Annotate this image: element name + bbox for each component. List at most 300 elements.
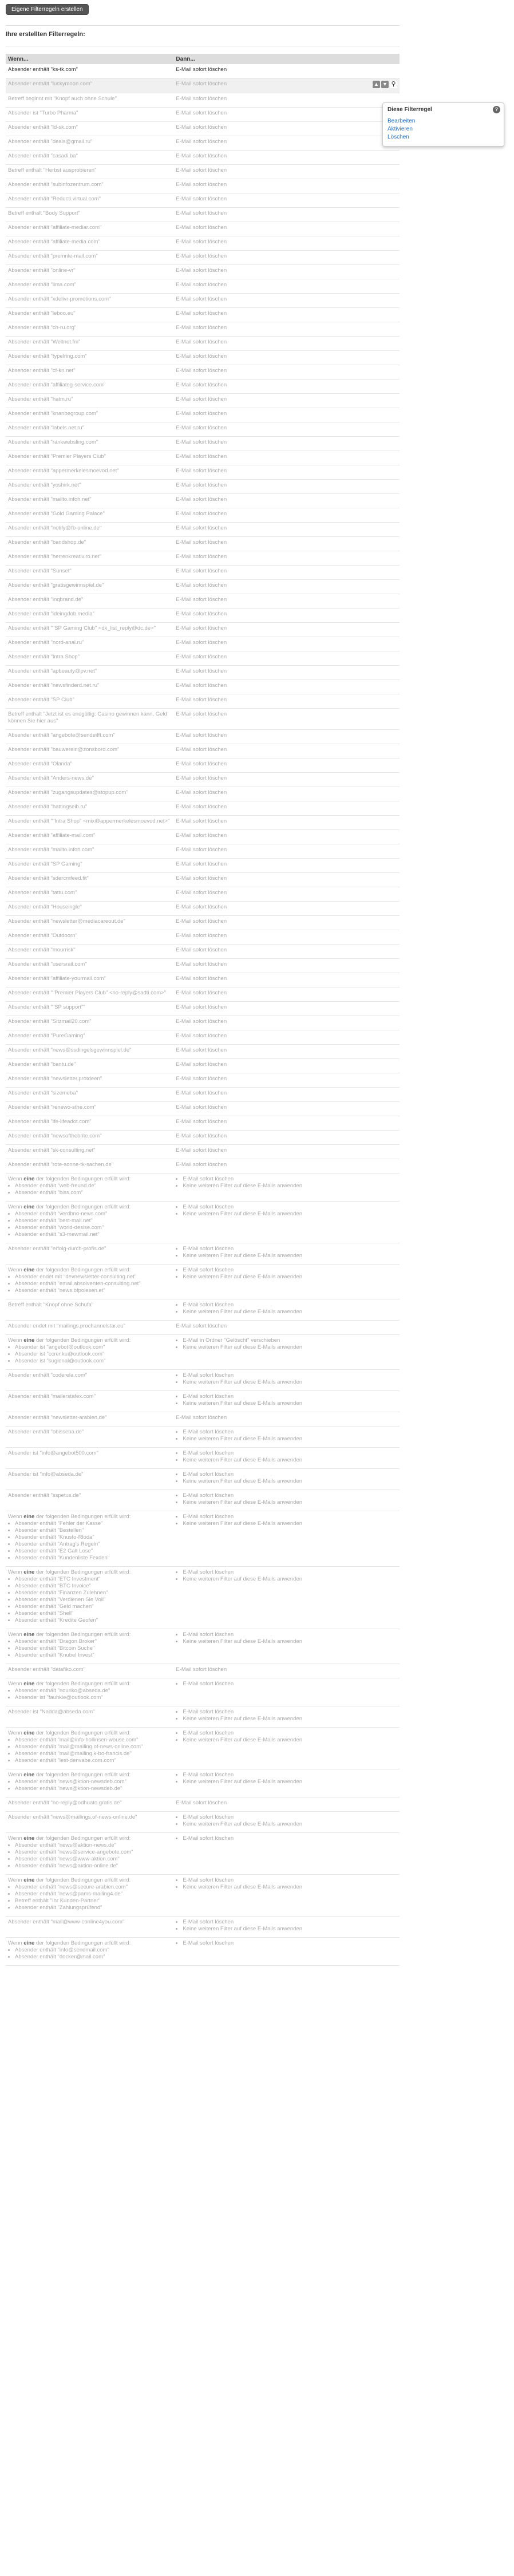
rule-condition-cell bbox=[6, 1706, 173, 1728]
action-text: E-Mail sofort löschen bbox=[176, 818, 227, 824]
action-item: • E-Mail in Ordner "Gelöscht" verschieben bbox=[183, 1337, 397, 1344]
action-item: • E-Mail sofort löschen bbox=[183, 1631, 397, 1638]
action-text: E-Mail sofort löschen bbox=[176, 697, 227, 703]
action-text: E-Mail sofort löschen bbox=[176, 124, 227, 131]
table-row[interactable] bbox=[6, 1335, 400, 1370]
condition-text: Absender enthält "apbeauty@pv.net" bbox=[8, 668, 97, 674]
rule-condition-cell bbox=[6, 351, 173, 365]
condition-item: • Absender enthält "Geld machen" bbox=[15, 1603, 171, 1610]
multi-condition-intro: Wenn eine der folgenden Bedingungen erfüllt wird: bbox=[8, 1337, 131, 1344]
table-row[interactable] bbox=[6, 758, 400, 773]
table-row[interactable] bbox=[6, 108, 400, 122]
table-row[interactable] bbox=[6, 902, 400, 916]
rule-action-cell bbox=[173, 1159, 400, 1174]
condition-text: Absender enthält ""Premier Players Club" <no-reply@sadti.com>" bbox=[8, 990, 167, 996]
rule-condition-cell bbox=[6, 1016, 173, 1030]
rule-condition-cell bbox=[6, 1045, 173, 1059]
rule-action-cell bbox=[173, 1045, 400, 1059]
table-row[interactable] bbox=[6, 801, 400, 816]
rule-action-cell bbox=[173, 1490, 400, 1511]
condition-text: Absender enthält "datafiko.com" bbox=[8, 1666, 86, 1673]
action-item: • E-Mail sofort löschen bbox=[183, 1514, 397, 1520]
rule-action-cell bbox=[173, 351, 400, 365]
rule-condition-cell bbox=[6, 1088, 173, 1102]
rule-condition-cell bbox=[6, 694, 173, 709]
rule-action-cell bbox=[173, 1174, 400, 1202]
rule-action-cell bbox=[173, 508, 400, 523]
action-item: • Keine weiteren Filter auf diese E-Mails anwenden bbox=[183, 1211, 397, 1218]
rule-action-cell bbox=[173, 916, 400, 930]
rule-action-cell bbox=[173, 801, 400, 816]
condition-text: Absender enthält "newsfinderd.net.ru" bbox=[8, 682, 100, 689]
table-row[interactable] bbox=[6, 1370, 400, 1391]
condition-item: • Absender enthält "news@ktion-newsdeb.de" bbox=[15, 1785, 171, 1792]
rule-condition-cell bbox=[6, 437, 173, 451]
table-row[interactable] bbox=[6, 945, 400, 959]
rule-condition-cell bbox=[6, 179, 173, 193]
action-item: • Keine weiteren Filter auf diese E-Mails anwenden bbox=[183, 1520, 397, 1527]
rule-condition-cell bbox=[6, 165, 173, 179]
rule-condition-cell bbox=[6, 1511, 173, 1567]
rule-condition-cell bbox=[6, 787, 173, 801]
rule-action-cell bbox=[173, 1299, 400, 1321]
table-row[interactable] bbox=[6, 480, 400, 494]
table-row[interactable] bbox=[6, 523, 400, 537]
table-row[interactable] bbox=[6, 580, 400, 594]
action-text: E-Mail sofort löschen bbox=[176, 253, 227, 259]
action-text: E-Mail sofort löschen bbox=[176, 110, 227, 116]
action-text: E-Mail sofort löschen bbox=[176, 975, 227, 982]
condition-text: Absender enthält "erfolg-durch-profis.de" bbox=[8, 1246, 106, 1252]
table-row[interactable] bbox=[6, 916, 400, 930]
help-icon[interactable]: ? bbox=[493, 106, 500, 113]
action-text: E-Mail sofort löschen bbox=[176, 890, 227, 896]
action-text: E-Mail sofort löschen bbox=[176, 568, 227, 574]
action-text: E-Mail sofort löschen bbox=[176, 1104, 227, 1111]
table-row[interactable] bbox=[6, 680, 400, 694]
table-row[interactable] bbox=[6, 508, 400, 523]
table-row[interactable] bbox=[6, 1243, 400, 1265]
table-row[interactable] bbox=[6, 887, 400, 902]
table-row[interactable] bbox=[6, 322, 400, 337]
table-row[interactable] bbox=[6, 666, 400, 680]
condition-text: Absender enthält "mail@www-conline4you.com" bbox=[8, 1919, 125, 1925]
rule-action-cell bbox=[173, 637, 400, 651]
table-row[interactable] bbox=[6, 623, 400, 637]
rule-condition-cell bbox=[6, 422, 173, 437]
table-row[interactable] bbox=[6, 1629, 400, 1664]
table-row[interactable] bbox=[6, 465, 400, 480]
action-item: • Keine weiteren Filter auf diese E-Mails anwenden bbox=[183, 1344, 397, 1351]
rule-condition-cell bbox=[6, 480, 173, 494]
multi-condition-intro: Wenn eine der folgenden Bedingungen erfüllt wird: bbox=[8, 1877, 131, 1883]
table-row[interactable] bbox=[6, 816, 400, 830]
table-row[interactable] bbox=[6, 1678, 400, 1706]
action-item: • E-Mail sofort löschen bbox=[183, 1681, 397, 1688]
rule-action-cell bbox=[173, 1812, 400, 1833]
action-item: • Keine weiteren Filter auf diese E-Mails anwenden bbox=[183, 1737, 397, 1744]
table-row[interactable] bbox=[6, 1265, 400, 1299]
table-row[interactable] bbox=[6, 1159, 400, 1174]
table-row[interactable] bbox=[6, 1002, 400, 1016]
table-row[interactable] bbox=[6, 637, 400, 651]
action-text: E-Mail sofort löschen bbox=[176, 1800, 227, 1806]
action-item: • E-Mail sofort löschen bbox=[183, 1492, 397, 1499]
rule-condition-cell bbox=[6, 651, 173, 666]
action-text: E-Mail sofort löschen bbox=[176, 1090, 227, 1096]
action-text: E-Mail sofort löschen bbox=[176, 511, 227, 517]
rule-condition-cell bbox=[6, 1335, 173, 1370]
action-text: E-Mail sofort löschen bbox=[176, 353, 227, 359]
table-row[interactable] bbox=[6, 859, 400, 873]
table-row[interactable] bbox=[6, 1016, 400, 1030]
table-row[interactable] bbox=[6, 1833, 400, 1875]
table-row[interactable] bbox=[6, 1490, 400, 1511]
rule-condition-cell bbox=[6, 680, 173, 694]
rule-condition-cell bbox=[6, 365, 173, 380]
table-row[interactable] bbox=[6, 566, 400, 580]
condition-text: Absender enthält "newsletter-arabien.de" bbox=[8, 1415, 107, 1421]
condition-text: Absender enthält "affiliate-media.com" bbox=[8, 239, 100, 245]
rule-condition-cell bbox=[6, 537, 173, 551]
action-text: E-Mail sofort löschen bbox=[176, 425, 227, 431]
condition-text: Absender enthält "mailto.infoh.net" bbox=[8, 496, 92, 503]
condition-text: Absender ist "Nadda@abseda.com" bbox=[8, 1709, 95, 1715]
table-row[interactable] bbox=[6, 594, 400, 609]
action-text: E-Mail sofort löschen bbox=[176, 468, 227, 474]
table-row[interactable] bbox=[6, 380, 400, 394]
action-text: E-Mail sofort löschen bbox=[176, 167, 227, 173]
table-row[interactable] bbox=[6, 308, 400, 322]
rule-action-cell bbox=[173, 680, 400, 694]
action-text: E-Mail sofort löschen bbox=[176, 368, 227, 374]
action-item: • Keine weiteren Filter auf diese E-Mails anwenden bbox=[183, 1400, 397, 1407]
rule-condition-cell bbox=[6, 508, 173, 523]
table-row[interactable] bbox=[6, 1102, 400, 1116]
rule-action-cell bbox=[173, 1938, 400, 1966]
action-item: • E-Mail sofort löschen bbox=[183, 1772, 397, 1779]
rule-action-cell bbox=[173, 108, 400, 122]
condition-item: • Absender enthält "news@ktion-newsdeb.com" bbox=[15, 1779, 171, 1785]
action-item: • Keine weiteren Filter auf diese E-Mails anwenden bbox=[183, 1884, 397, 1891]
action-text: E-Mail sofort löschen bbox=[176, 181, 227, 188]
table-row[interactable] bbox=[6, 537, 400, 551]
condition-text: Absender enthält "SP Club" bbox=[8, 697, 74, 703]
rule-action-cell bbox=[173, 422, 400, 437]
delete-rule-link[interactable]: Löschen bbox=[388, 134, 409, 140]
rule-condition-cell bbox=[6, 873, 173, 887]
action-text: E-Mail sofort löschen bbox=[176, 611, 227, 617]
condition-text: Betreff enthält "Herbst ausprobieren" bbox=[8, 167, 97, 173]
down-arrow-icon[interactable]: ▼ bbox=[381, 81, 389, 88]
action-item: • E-Mail sofort löschen bbox=[183, 1709, 397, 1716]
rule-condition-cell bbox=[6, 1490, 173, 1511]
table-row[interactable] bbox=[6, 408, 400, 422]
table-row[interactable] bbox=[6, 1045, 400, 1059]
rule-action-cell bbox=[173, 465, 400, 480]
table-row[interactable] bbox=[6, 1797, 400, 1812]
rule-action-cell bbox=[173, 651, 400, 666]
table-row[interactable] bbox=[6, 294, 400, 308]
table-row[interactable] bbox=[6, 1769, 400, 1797]
table-row[interactable] bbox=[6, 1567, 400, 1629]
table-row[interactable] bbox=[6, 551, 400, 566]
table-row[interactable] bbox=[6, 1299, 400, 1321]
table-row[interactable] bbox=[6, 93, 400, 108]
rule-action-cell bbox=[173, 365, 400, 380]
action-text: E-Mail sofort löschen bbox=[176, 539, 227, 546]
action-item: • E-Mail sofort löschen bbox=[183, 1393, 397, 1400]
table-row[interactable] bbox=[6, 222, 400, 236]
condition-text: Absender enthält "SP Gaming" bbox=[8, 861, 82, 867]
table-row[interactable] bbox=[6, 1875, 400, 1917]
table-row[interactable] bbox=[6, 1202, 400, 1243]
action-item: • E-Mail sofort löschen bbox=[183, 1429, 397, 1436]
condition-item: • Absender enthält "Dragon Broker" bbox=[15, 1638, 171, 1645]
condition-item: • Absender enthält "Antrag's Regeln" bbox=[15, 1541, 171, 1548]
rule-condition-cell bbox=[6, 1812, 173, 1833]
table-row[interactable] bbox=[6, 265, 400, 279]
up-arrow-icon[interactable]: ▲ bbox=[373, 81, 380, 88]
page-title: Ihre erstellten Filterregeln: bbox=[6, 31, 85, 38]
rule-condition-cell bbox=[6, 1769, 173, 1797]
table-row[interactable] bbox=[6, 1511, 400, 1567]
rule-condition-cell bbox=[6, 1131, 173, 1145]
rule-action-cell bbox=[173, 758, 400, 773]
table-row[interactable] bbox=[6, 193, 400, 208]
condition-text: Absender enthält "newsletter@mediacareout.de" bbox=[8, 918, 125, 924]
rule-condition-cell bbox=[6, 64, 173, 78]
table-row[interactable] bbox=[6, 1116, 400, 1131]
table-row[interactable] bbox=[6, 365, 400, 380]
condition-text: Absender enthält "bauwerein@zonsbord.com" bbox=[8, 746, 120, 753]
table-row[interactable] bbox=[6, 694, 400, 709]
table-row[interactable] bbox=[6, 394, 400, 408]
action-text: E-Mail sofort löschen bbox=[176, 804, 227, 810]
table-row[interactable] bbox=[6, 730, 400, 744]
condition-text: Absender enthält "newsletter.protdeen" bbox=[8, 1076, 102, 1082]
rule-action-cell bbox=[173, 1116, 400, 1131]
condition-text: Absender enthält "Anders-news.de" bbox=[8, 775, 94, 781]
table-row[interactable] bbox=[6, 236, 400, 251]
activate-rule-link[interactable]: Aktivieren bbox=[388, 126, 413, 132]
create-filter-button[interactable]: Eigene Filterregeln erstellen bbox=[6, 4, 89, 15]
table-row[interactable] bbox=[6, 787, 400, 801]
rule-action-cell bbox=[173, 1917, 400, 1938]
action-text: E-Mail sofort löschen bbox=[176, 396, 227, 402]
table-row[interactable] bbox=[6, 1664, 400, 1678]
rule-action-cell bbox=[173, 394, 400, 408]
condition-item: • Absender enthält "news@pams-mailing4.de" bbox=[15, 1891, 171, 1898]
action-text: E-Mail sofort löschen bbox=[176, 582, 227, 588]
rule-condition-cell bbox=[6, 830, 173, 844]
rule-action-cell bbox=[173, 1678, 400, 1706]
table-row[interactable] bbox=[6, 1391, 400, 1412]
table-row[interactable] bbox=[6, 1412, 400, 1427]
table-row[interactable] bbox=[6, 1728, 400, 1769]
action-text: E-Mail sofort löschen bbox=[176, 596, 227, 603]
condition-text: Absender enthält "Gold Gaming Palace" bbox=[8, 511, 105, 517]
action-item: • E-Mail sofort löschen bbox=[183, 1730, 397, 1737]
condition-text: Absender enthält "yoshirk.net" bbox=[8, 482, 81, 488]
table-row[interactable] bbox=[6, 1059, 400, 1073]
condition-text: Absender enthält "lfe-lifeadot.com" bbox=[8, 1119, 92, 1125]
rule-condition-cell bbox=[6, 451, 173, 465]
table-row[interactable] bbox=[6, 494, 400, 508]
condition-item: • Absender enthält "Kundenliste Fexden" bbox=[15, 1555, 171, 1562]
condition-item: • Absender enthält "mail@info-hollinsen-wouse.com" bbox=[15, 1737, 171, 1744]
rule-condition-cell bbox=[6, 594, 173, 609]
table-row[interactable] bbox=[6, 1088, 400, 1102]
condition-text: Absender enthält "xdelivr-promotions.com" bbox=[8, 296, 111, 302]
table-row[interactable] bbox=[6, 1812, 400, 1833]
rule-condition-cell bbox=[6, 1664, 173, 1678]
action-item: • Keine weiteren Filter auf diese E-Mails anwenden bbox=[183, 1274, 397, 1281]
table-row[interactable] bbox=[6, 165, 400, 179]
table-row[interactable] bbox=[6, 1174, 400, 1202]
table-row[interactable] bbox=[6, 1469, 400, 1490]
table-row[interactable] bbox=[6, 1145, 400, 1159]
rule-condition-cell bbox=[6, 930, 173, 945]
rule-action-cell bbox=[173, 1016, 400, 1030]
condition-text: Absender enthält "Sunset" bbox=[8, 568, 72, 574]
table-row[interactable] bbox=[6, 773, 400, 787]
rule-condition-cell bbox=[6, 494, 173, 508]
action-item: • E-Mail sofort löschen bbox=[183, 1302, 397, 1309]
table-row[interactable] bbox=[6, 1131, 400, 1145]
table-row[interactable] bbox=[6, 1073, 400, 1088]
condition-item: • Absender enthält "biss.com" bbox=[15, 1190, 171, 1196]
condition-item: • Absender enthält "news@aktion-online.de" bbox=[15, 1863, 171, 1870]
rule-action-cell bbox=[173, 193, 400, 208]
table-row[interactable] bbox=[6, 437, 400, 451]
action-item: • Keine weiteren Filter auf diese E-Mails anwenden bbox=[183, 1457, 397, 1464]
table-row[interactable] bbox=[6, 651, 400, 666]
table-row[interactable] bbox=[6, 151, 400, 165]
table-row[interactable] bbox=[6, 987, 400, 1002]
table-row[interactable] bbox=[6, 930, 400, 945]
rule-action-cell bbox=[173, 887, 400, 902]
filter-rules-table bbox=[6, 54, 400, 1966]
table-row[interactable] bbox=[6, 78, 400, 93]
table-row[interactable] bbox=[6, 609, 400, 623]
action-text: E-Mail sofort löschen bbox=[176, 1061, 227, 1068]
table-row[interactable] bbox=[6, 873, 400, 887]
condition-text: Absender enthält "knanbegroup.com" bbox=[8, 410, 98, 417]
table-row[interactable] bbox=[6, 251, 400, 265]
magnifier-icon[interactable]: ⚲ bbox=[390, 81, 397, 88]
table-row[interactable] bbox=[6, 64, 400, 78]
table-row[interactable] bbox=[6, 1448, 400, 1469]
rule-action-cell bbox=[173, 1706, 400, 1728]
table-row[interactable] bbox=[6, 208, 400, 222]
table-row[interactable] bbox=[6, 1706, 400, 1728]
action-item: • Keine weiteren Filter auf diese E-Mails anwenden bbox=[183, 1478, 397, 1485]
table-row[interactable] bbox=[6, 337, 400, 351]
condition-text: Absender enthält "angebote@sendeifft.com" bbox=[8, 732, 115, 738]
table-row[interactable] bbox=[6, 1917, 400, 1938]
table-row[interactable] bbox=[6, 844, 400, 859]
action-text: E-Mail sofort löschen bbox=[176, 81, 227, 87]
rule-condition-cell bbox=[6, 251, 173, 265]
rule-action-cell bbox=[173, 830, 400, 844]
condition-text: Absender enthält "news@ssdingelsgewinnspiel.de" bbox=[8, 1047, 132, 1053]
table-row[interactable] bbox=[6, 122, 400, 136]
condition-text: Absender enthält "Intra Shop" bbox=[8, 654, 80, 660]
condition-text: Absender enthält "ideingdob.media" bbox=[8, 611, 94, 617]
condition-item: • Absender enthält "nouriko@abseda.de" bbox=[15, 1688, 171, 1694]
rule-action-cell bbox=[173, 122, 400, 136]
action-text: E-Mail sofort löschen bbox=[176, 654, 227, 660]
multi-condition-intro: Wenn eine der folgenden Bedingungen erfüllt wird: bbox=[8, 1631, 131, 1638]
action-text: E-Mail sofort löschen bbox=[176, 1033, 227, 1039]
rule-action-cell bbox=[173, 222, 400, 236]
table-row[interactable] bbox=[6, 1321, 400, 1335]
table-row[interactable] bbox=[6, 709, 400, 730]
rule-action-cell bbox=[173, 987, 400, 1002]
action-text: E-Mail sofort löschen bbox=[176, 224, 227, 231]
rule-action-cell bbox=[173, 1335, 400, 1370]
rule-condition-cell bbox=[6, 959, 173, 973]
rule-action-cell bbox=[173, 730, 400, 744]
rule-condition-cell bbox=[6, 265, 173, 279]
table-row[interactable] bbox=[6, 1938, 400, 1966]
table-row[interactable] bbox=[6, 136, 400, 151]
condition-item: • Absender endet mit "devnewsletter-consulting.net" bbox=[15, 1274, 171, 1281]
table-row[interactable] bbox=[6, 1030, 400, 1045]
table-row[interactable] bbox=[6, 830, 400, 844]
condition-text: Absender enthält "Houseingle" bbox=[8, 904, 82, 910]
action-text: E-Mail sofort löschen bbox=[176, 789, 227, 796]
action-text: E-Mail sofort löschen bbox=[176, 761, 227, 767]
rule-condition-cell bbox=[6, 78, 173, 93]
condition-text: Absender enthält "typelring.com" bbox=[8, 353, 87, 359]
multi-condition-intro: Wenn eine der folgenden Bedingungen erfüllt wird: bbox=[8, 1772, 131, 1778]
rule-condition-cell bbox=[6, 1370, 173, 1391]
condition-item: • Absender enthält "Kredite Geofen" bbox=[15, 1617, 171, 1624]
condition-text: Absender enthält "sdercmfeed.fit" bbox=[8, 875, 89, 882]
condition-text: Absender enthält "tattu.com" bbox=[8, 890, 77, 896]
rule-action-cell bbox=[173, 744, 400, 758]
table-row[interactable] bbox=[6, 959, 400, 973]
action-text: E-Mail sofort löschen bbox=[176, 525, 227, 531]
action-item: • E-Mail sofort löschen bbox=[183, 1814, 397, 1821]
table-row[interactable] bbox=[6, 1427, 400, 1448]
rule-condition-cell bbox=[6, 208, 173, 222]
action-text: E-Mail sofort löschen bbox=[176, 1076, 227, 1082]
table-row[interactable] bbox=[6, 973, 400, 987]
condition-item: • Absender enthält "best-mail.net" bbox=[15, 1218, 171, 1224]
rule-action-cell bbox=[173, 1412, 400, 1427]
action-item: • E-Mail sofort löschen bbox=[183, 1372, 397, 1379]
condition-item: • Absender enthält "Knubel Invest" bbox=[15, 1652, 171, 1659]
action-text: E-Mail sofort löschen bbox=[176, 196, 227, 202]
rule-condition-cell bbox=[6, 122, 173, 136]
edit-rule-link[interactable]: Bearbeiten bbox=[388, 118, 416, 124]
rule-condition-cell bbox=[6, 279, 173, 294]
action-item: • E-Mail sofort löschen bbox=[183, 1204, 397, 1211]
rule-action-cell bbox=[173, 1427, 400, 1448]
action-text: E-Mail sofort löschen bbox=[176, 239, 227, 245]
table-row[interactable] bbox=[6, 351, 400, 365]
table-row[interactable] bbox=[6, 451, 400, 465]
table-row[interactable] bbox=[6, 279, 400, 294]
action-text: E-Mail sofort löschen bbox=[176, 947, 227, 953]
table-row[interactable] bbox=[6, 744, 400, 758]
action-text: E-Mail sofort löschen bbox=[176, 933, 227, 939]
table-row[interactable] bbox=[6, 422, 400, 437]
table-row[interactable] bbox=[6, 179, 400, 193]
